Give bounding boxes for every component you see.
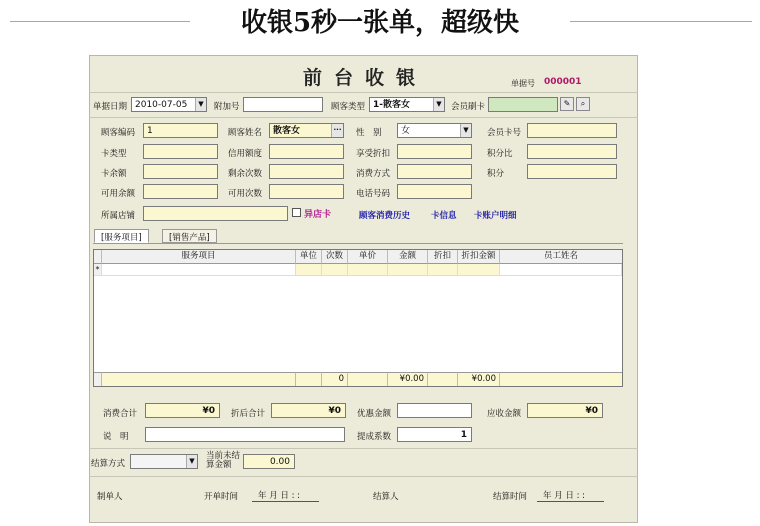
totals-cell <box>102 372 296 386</box>
open-time-value: 年 月 日 : : <box>252 489 319 502</box>
receivable-value: ¥0 <box>527 403 603 418</box>
history-link[interactable]: 顾客消费历史 <box>359 211 411 221</box>
customer-lookup-button[interactable]: ··· <box>331 124 343 137</box>
settle-method-label: 结算方式 <box>91 459 126 469</box>
consume-total-value: ¥0 <box>145 403 220 418</box>
service-items-table[interactable] <box>93 249 623 387</box>
table-cell[interactable] <box>102 264 296 276</box>
table-header-cell: 单价 <box>348 250 388 264</box>
table-header-cell: 员工姓名 <box>500 250 622 264</box>
card-info-link[interactable]: 卡信息 <box>431 211 457 221</box>
customer-type-label: 顾客类型 <box>331 102 366 112</box>
doc-no-label: 单据号 <box>511 79 535 88</box>
divider <box>89 117 638 118</box>
receivable-label: 应收金额 <box>487 409 522 419</box>
gender-label: 性 别 <box>356 128 382 138</box>
divider <box>89 476 638 477</box>
table-header-cell: 单位 <box>296 250 322 264</box>
chevron-down-icon[interactable]: ▼ <box>460 124 471 137</box>
other-store-checkbox[interactable] <box>292 208 301 217</box>
pay-method-input[interactable] <box>397 164 472 179</box>
totals-cell <box>500 372 622 386</box>
phone-input[interactable] <box>397 184 472 199</box>
after-discount-label: 折后合计 <box>231 409 266 419</box>
points-input[interactable] <box>527 164 617 179</box>
table-cell[interactable] <box>388 264 428 276</box>
promo-label: 优惠金额 <box>357 409 392 419</box>
customer-name-label: 顾客姓名 <box>228 128 263 138</box>
available-count-label: 可用次数 <box>228 189 263 199</box>
date-value: 2010-07-05 <box>135 100 188 110</box>
date-field[interactable] <box>131 97 207 112</box>
table-header-cell: 折扣金额 <box>458 250 500 264</box>
totals-marker <box>94 372 102 386</box>
form-title: 前台收银 <box>302 67 427 89</box>
settle-time-label: 结算时间 <box>493 492 528 502</box>
totals-cell <box>348 372 388 386</box>
table-header-cell: 金额 <box>388 250 428 264</box>
note-label: 说 明 <box>103 432 129 442</box>
table-cell[interactable] <box>500 264 622 276</box>
card-reader-icon[interactable]: ✎ <box>560 97 574 111</box>
points-ratio-input[interactable] <box>527 144 617 159</box>
after-discount-value: ¥0 <box>271 403 346 418</box>
store-input[interactable] <box>143 206 288 221</box>
consume-total-label: 消费合计 <box>103 409 138 419</box>
other-store-label: 异店卡 <box>304 210 332 220</box>
card-account-link[interactable]: 卡账户明细 <box>474 211 517 221</box>
card-no-label: 会员卡号 <box>487 128 522 138</box>
commission-label: 提成系数 <box>357 432 392 442</box>
settler-label: 结算人 <box>373 492 399 502</box>
title-divider-right <box>570 21 752 22</box>
card-type-input[interactable] <box>143 144 218 159</box>
settle-time-value: 年 月 日 : : <box>537 489 604 502</box>
available-count-input[interactable] <box>269 184 344 199</box>
totals-count: 0 <box>322 372 348 386</box>
chevron-down-icon[interactable]: ▼ <box>433 98 444 111</box>
extra-no-input[interactable] <box>243 97 323 112</box>
unsettled-label-line2: 算金额 <box>206 460 232 470</box>
customer-code-label: 顾客编码 <box>101 128 136 138</box>
row-marker[interactable]: * <box>94 264 102 276</box>
card-type-label: 卡类型 <box>101 149 127 159</box>
creator-label: 制单人 <box>97 492 123 502</box>
gender-value: 女 <box>401 126 411 136</box>
commission-input[interactable]: 1 <box>397 427 472 442</box>
credit-label: 信用额度 <box>228 149 263 159</box>
divider <box>89 448 638 449</box>
date-label: 单据日期 <box>93 102 128 112</box>
remaining-label: 剩余次数 <box>228 169 263 179</box>
table-cell[interactable] <box>458 264 500 276</box>
tab-service-items[interactable]: [服务项目] <box>94 229 149 243</box>
customer-name-input[interactable] <box>269 123 344 138</box>
customer-type-select[interactable] <box>369 97 445 112</box>
open-time-label: 开单时间 <box>204 492 239 502</box>
customer-name-value: 散客女 <box>273 126 301 136</box>
customer-type-value: 1-散客女 <box>373 100 410 110</box>
table-cell[interactable] <box>322 264 348 276</box>
pay-method-label: 消费方式 <box>356 169 391 179</box>
points-label: 积分 <box>487 169 505 179</box>
customer-code-input[interactable]: 1 <box>143 123 218 138</box>
totals-discount-amount: ¥0.00 <box>458 372 500 386</box>
balance-input[interactable] <box>143 164 218 179</box>
table-header-cell <box>94 250 102 264</box>
credit-input[interactable] <box>269 144 344 159</box>
promo-input[interactable] <box>397 403 472 418</box>
remaining-input[interactable] <box>269 164 344 179</box>
search-icon[interactable]: ⌕ <box>576 97 590 111</box>
tab-sale-products[interactable]: [销售产品] <box>162 229 217 243</box>
table-header-cell: 服务项目 <box>102 250 296 264</box>
doc-no-value: 000001 <box>544 77 582 87</box>
member-card-label: 会员刷卡 <box>451 102 486 112</box>
totals-amount: ¥0.00 <box>388 372 428 386</box>
member-card-input[interactable] <box>488 97 558 112</box>
unsettled-amount: 0.00 <box>243 454 295 469</box>
chevron-down-icon[interactable]: ▼ <box>186 455 197 468</box>
gender-select[interactable] <box>397 123 472 138</box>
available-input[interactable] <box>143 184 218 199</box>
unsettled-label <box>206 452 240 470</box>
phone-label: 电话号码 <box>356 189 391 199</box>
store-label: 所属店铺 <box>101 211 136 221</box>
table-header-cell: 次数 <box>322 250 348 264</box>
available-label: 可用余额 <box>101 189 136 199</box>
extra-no-label: 附加号 <box>214 102 240 112</box>
settle-method-select[interactable] <box>130 454 198 469</box>
discount-label: 享受折扣 <box>356 149 391 159</box>
balance-label: 卡余额 <box>101 169 127 179</box>
divider <box>89 92 638 93</box>
card-no-input[interactable] <box>527 123 617 138</box>
totals-cell <box>428 372 458 386</box>
totals-cell <box>296 372 322 386</box>
table-cell[interactable] <box>348 264 388 276</box>
page-title: 收银5秒一张单，超级快 <box>240 8 520 38</box>
discount-input[interactable] <box>397 144 472 159</box>
tab-divider <box>93 243 623 244</box>
table-cell[interactable] <box>296 264 322 276</box>
unsettled-label-line1: 当前未结 <box>206 451 241 461</box>
chevron-down-icon[interactable]: ▼ <box>195 98 206 111</box>
note-input[interactable] <box>145 427 345 442</box>
table-header-cell: 折扣 <box>428 250 458 264</box>
table-cell[interactable] <box>428 264 458 276</box>
title-divider-left <box>10 21 190 22</box>
points-ratio-label: 积分比 <box>487 149 513 159</box>
